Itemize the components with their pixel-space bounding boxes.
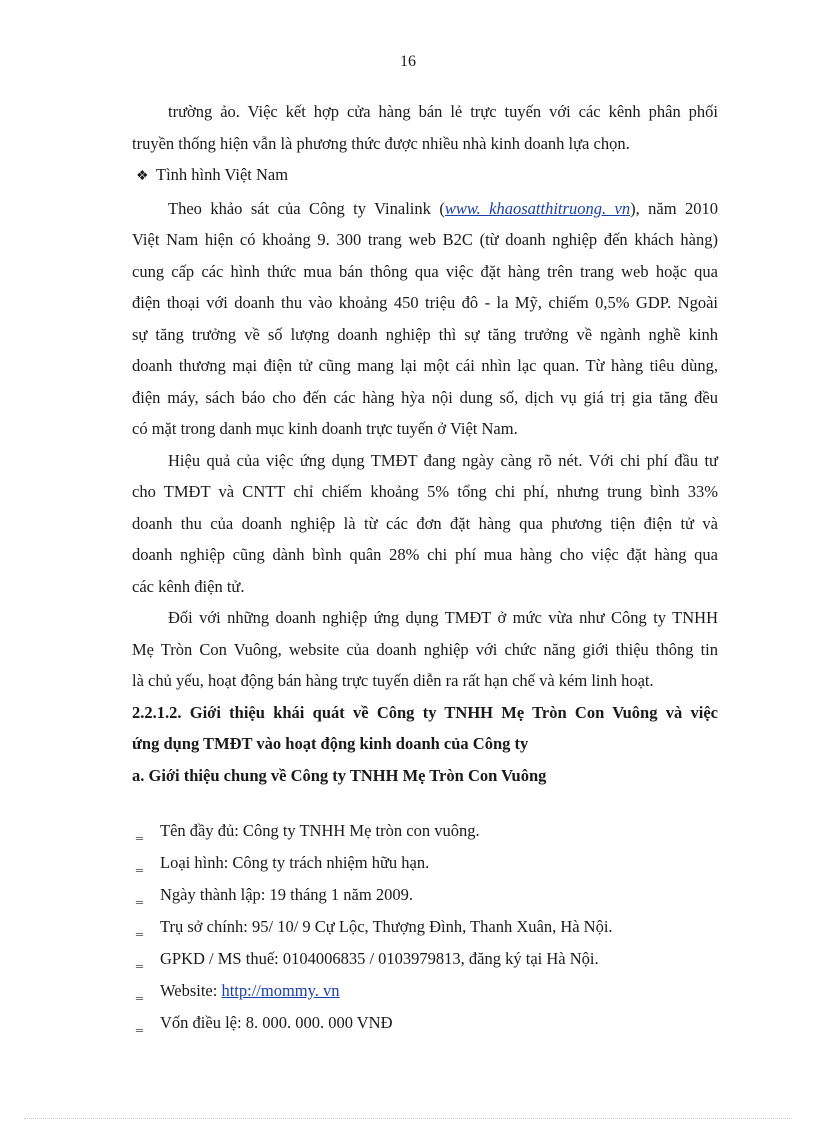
text-line: doanh thu của doanh nghiệp là từ các đơn đặt hàng qua phương tiện điện tử và	[132, 513, 718, 533]
subsection-heading: a. Giới thiệu chung về Công ty TNHH Mẹ Tròn Con Vuông	[132, 765, 547, 785]
text-line: truyền thống hiện vẫn là phương thức được nhiều nhà kinh doanh lựa chọn.	[132, 133, 630, 153]
info-text: Trụ sở chính: 95/ 10/ 9 Cự Lộc, Thượng Đình, Thanh Xuân, Hà Nội.	[160, 917, 613, 936]
info-text: GPKD / MS thuế: 0104006835 / 0103979813, đăng ký tại Hà Nội.	[160, 949, 599, 968]
list-item	[136, 943, 696, 975]
text-line: là chủ yếu, hoạt động bán hàng trực tuyến diễn ra rất hạn chế và kém linh hoạt.	[132, 671, 654, 690]
info-text: Loại hình: Công ty trách nhiệm hữu hạn.	[160, 853, 430, 872]
list-item	[136, 815, 696, 847]
text-line: cho TMĐT và CNTT chỉ chiếm khoảng 5% tổng chi phí, nhưng trung bình 33%	[132, 482, 718, 501]
paragraph-ecommerce-efficiency	[132, 445, 718, 603]
document-body	[132, 96, 718, 791]
text-line: các kênh điện tử.	[132, 576, 245, 596]
text-line: cung cấp các hình thức mua bán thông qua việc đặt hàng trên trang web hoặc qua	[132, 261, 718, 281]
dash-bullet-icon: ‗	[136, 985, 143, 1000]
text-line: Hiệu quả của việc ứng dụng TMĐT đang ngày càng rõ nét. Với chi phí đầu tư	[168, 450, 718, 470]
paragraph-medium-enterprises	[132, 602, 718, 697]
company-info-list	[136, 815, 696, 1039]
list-item	[136, 1007, 696, 1039]
list-item	[136, 879, 696, 911]
paragraph-vinalink-survey	[132, 193, 718, 445]
text-line	[132, 193, 718, 225]
list-item	[136, 847, 696, 879]
text-line: Mẹ Tròn Con Vuông, website của doanh nghiệp với chức năng giới thiệu thông tin	[132, 639, 718, 659]
text-line: trường ảo. Việc kết hợp cửa hàng bán lẻ trực tuyến với các kênh phân phối	[168, 102, 718, 121]
page-bottom-divider	[24, 1118, 792, 1119]
dash-bullet-icon: ‗	[136, 825, 143, 840]
text-line: điện thoại với doanh thu vào khoảng 450 triệu đô - la Mỹ, chiếm 0,5% GDP. Ngoài	[132, 293, 718, 312]
text-line: Việt Nam hiện có khoảng 9. 300 trang web B2C (từ doanh nghiệp đến khách hàng)	[132, 230, 718, 249]
text-line: Đối với những doanh nghiệp ứng dụng TMĐT ở mức vừa như Công ty TNHH	[168, 608, 718, 627]
info-text: Ngày thành lập: 19 tháng 1 năm 2009.	[160, 885, 413, 904]
dash-bullet-icon: ‗	[136, 953, 143, 968]
section-heading	[132, 697, 718, 760]
dash-bullet-icon: ‗	[136, 889, 143, 904]
section-heading-line: 2.2.1.2. Giới thiệu khái quát về Công ty TNHH Mẹ Tròn Con Vuông và việc	[132, 702, 718, 722]
text-fragment: Theo khảo sát của Công ty Vinalink (	[168, 198, 445, 218]
diamond-bullet-icon: ❖	[136, 169, 149, 184]
dash-bullet-icon: ‗	[136, 857, 143, 872]
dash-bullet-icon: ‗	[136, 921, 143, 936]
info-text: Vốn điều lệ: 8. 000. 000. 000 VNĐ	[160, 1013, 393, 1032]
website-label: Website:	[160, 981, 222, 1000]
text-line: có mặt trong danh mục kinh doanh trực tuyến ở Việt Nam.	[132, 419, 518, 438]
text-line: sự tăng trưởng về số lượng doanh nghiệp thì sự tăng trưởng về ngành nghề kinh	[132, 324, 718, 344]
text-line: doanh nghiệp cũng dành bình quân 28% chi phí mua hàng cho việc đặt hàng qua	[132, 545, 718, 564]
text-line: doanh thương mại điện tử cũng mang lại một cái nhìn lạc quan. Từ hàng tiêu dùng,	[132, 356, 718, 375]
page-number: 16	[400, 53, 416, 70]
dash-bullet-icon: ‗	[136, 1017, 143, 1032]
text-fragment: ), năm 2010	[630, 198, 718, 218]
vietnam-situation-label: Tình hình Việt Nam	[156, 165, 289, 184]
section-heading-line: ứng dụng TMĐT vào hoạt động kinh doanh của Công ty	[132, 734, 529, 753]
list-item	[136, 975, 696, 1007]
paragraph-online-market	[132, 96, 718, 159]
text-line: điện máy, sách báo cho đến các hàng hỳa nội dung số, dịch vụ giá trị gia tăng đều	[132, 387, 718, 407]
list-item	[136, 911, 696, 943]
info-text: Tên đầy đủ: Công ty TNHH Mẹ tròn con vuông.	[160, 821, 480, 840]
survey-website-link[interactable]: www. khaosatthitruong. vn	[444, 198, 631, 218]
vietnam-situation-heading	[132, 159, 718, 193]
company-website-link[interactable]: http://mommy. vn	[221, 981, 340, 1000]
